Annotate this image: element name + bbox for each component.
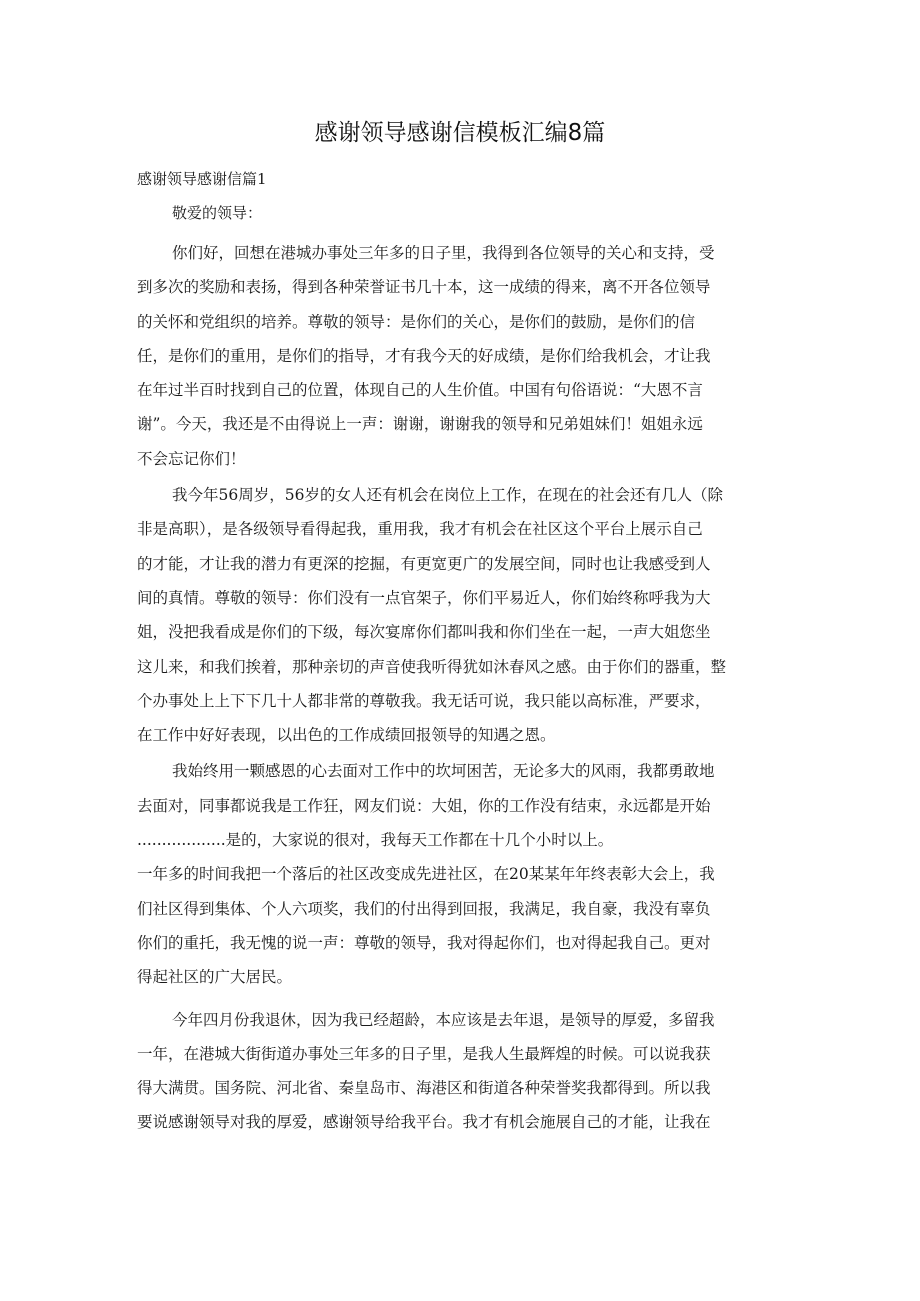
paragraph-line: 任，是你们的重用，是你们的指导，才有我今天的好成绩，是你们给我机会，才让我 — [137, 346, 711, 365]
paragraph-line: 这儿来，和我们挨着，那种亲切的声音使我听得犹如沐春风之感。由于你们的器重，整 — [137, 657, 727, 676]
paragraph-line: 间的真情。尊敬的领导：你们没有一点官架子，你们平易近人，你们始终称呼我为大 — [137, 588, 711, 607]
paragraph-line: 谢”。今天，我还是不由得说上一声：谢谢，谢谢我的领导和兄弟姐妹们！姐姐永远 — [137, 415, 703, 434]
paragraph-line: 在年过半百时找到自己的位置，体现自己的人生价值。中国有句俗语说：“大恩不言 — [137, 381, 703, 400]
letter-body — [137, 236, 775, 1140]
section-heading: 感谢领导感谢信篇1 — [137, 170, 267, 188]
paragraph-line: 在工作中好好表现，以出色的工作成绩回报领导的知遇之恩。 — [137, 726, 556, 745]
paragraph-line: 们社区得到集体、个人六项奖，我们的付出得到回报，我满足，我自豪，我没有辜负 — [137, 899, 711, 918]
paragraph-line: 到多次的奖励和表扬，得到各种荣誉证书几十本，这一成绩的得来，离不开各位领导 — [137, 278, 711, 297]
paragraph-line: 你们的重托，我无愧的说一声：尊敬的领导，我对得起你们，也对得起我自己。更对 — [137, 933, 711, 952]
paragraph-line: 得起社区的广大居民。 — [137, 968, 293, 987]
paragraph-line: 个办事处上上下下几十人都非常的尊敬我。我无话可说，我只能以高标准，严要求， — [137, 691, 711, 710]
letter-paragraph — [137, 236, 775, 476]
paragraph-line: 要说感谢领导对我的厚爱，感谢领导给我平台。我才有机会施展自己的才能，让我在 — [137, 1113, 711, 1132]
letter-paragraph — [137, 857, 775, 994]
letter-paragraph — [137, 1003, 775, 1140]
paragraph-line: 你们好，回想在港城办事处三年多的日子里，我得到各位领导的关心和支持，受 — [172, 244, 715, 262]
paragraph-line: 的才能，才让我的潜力有更深的挖掘，有更宽更广的发展空间，同时也让我感受到人 — [137, 554, 711, 573]
paragraph-line: 去面对，同事都说我是工作狂，网友们说：大姐，你的工作没有结束，永远都是开始 — [137, 796, 711, 815]
paragraph-line: 姐，没把我看成是你们的下级，每次宴席你们都叫我和你们坐在一起，一声大姐您坐 — [137, 623, 711, 642]
salutation: 敬爱的领导： — [172, 204, 263, 222]
paragraph-line: 今年四月份我退休，因为我已经超龄，本应该是去年退，是领导的厚爱，多留我 — [172, 1010, 715, 1029]
paragraph-line: 的关怀和党组织的培养。尊敬的领导：是你们的关心，是你们的鼓励，是你们的信 — [137, 312, 696, 331]
paragraph-line: 不会忘记你们！ — [137, 449, 246, 468]
paragraph-line: 得大满贯。国务院、河北省、秦皇岛市、海港区和街道各种荣誉奖我都得到。所以我 — [137, 1079, 711, 1098]
paragraph-line: ..................是的，大家说的很对，我每天工作都在十几个小时以上。 — [137, 831, 614, 850]
paragraph-line: 一年，在港城大街街道办事处三年多的日子里，是我人生最辉煌的时候。可以说我获 — [137, 1044, 711, 1063]
letter-paragraph — [137, 754, 775, 857]
paragraph-line: 我今年56周岁，56岁的女人还有机会在岗位上工作，在现在的社会还有几人（除 — [172, 486, 723, 505]
paragraph-line: 非是高职），是各级领导看得起我，重用我，我才有机会在社区这个平台上展示自己 — [137, 520, 703, 539]
letter-paragraph — [137, 478, 775, 752]
paragraph-line: 我始终用一颗感恩的心去面对工作中的坎坷困苦，无论多大的风雨，我都勇敢地 — [172, 762, 715, 781]
paragraph-line: 一年多的时间我把一个落后的社区改变成先进社区，在20某某年年终表彰大会上，我 — [137, 865, 715, 884]
document-title: 感谢领导感谢信模板汇编8篇 — [314, 120, 606, 146]
